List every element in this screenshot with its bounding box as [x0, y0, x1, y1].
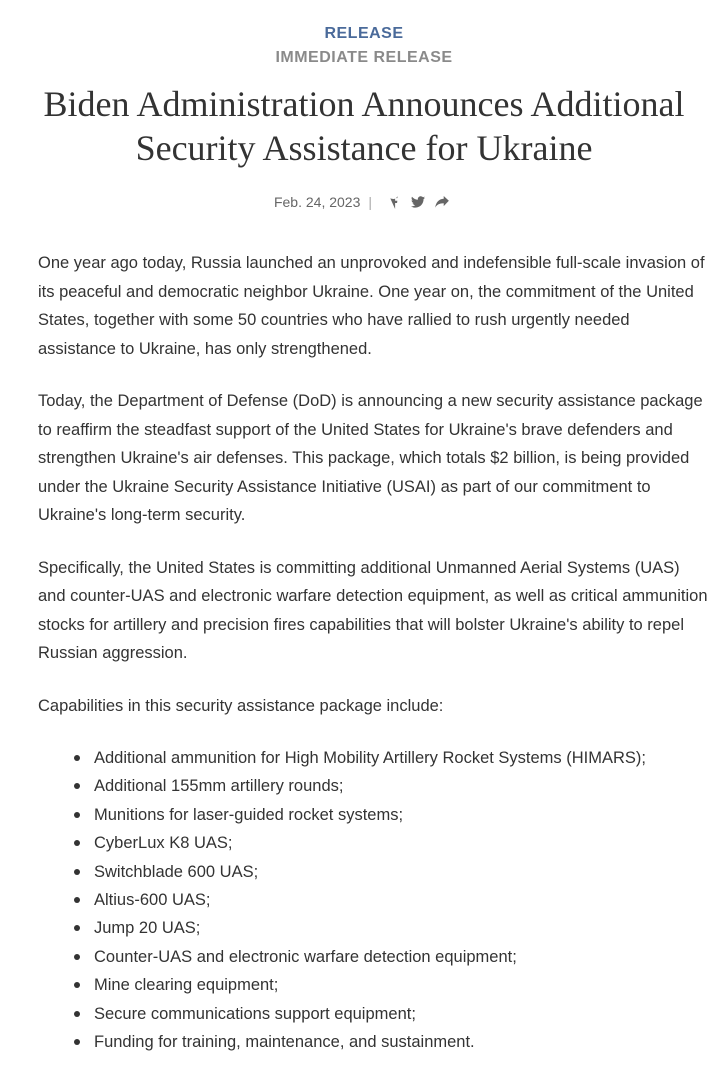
article-meta	[0, 192, 728, 212]
page-title	[20, 82, 708, 170]
release-subcategory-label: IMMEDIATE RELEASE	[275, 49, 453, 66]
paragraph-package: Today, the Department of Defense (DoD) is announcing a new security assistance package to reaffirm the steadfast support of the United States for Ukraine's brave defenders and strengthen Ukraine's air defenses. This package, which totals $2 billion, is being provided under the Ukraine Security Assistance Initiative (USAI) as part of our commitment to Ukraine's long-term security.	[38, 392, 703, 524]
list-item: Jump 20 UAS;	[94, 914, 708, 942]
publish-date: Feb. 24, 2023	[273, 194, 361, 210]
list-item: Altius-600 UAS;	[94, 886, 708, 914]
paragraph-capabilities-intro: Capabilities in this security assistance package include:	[38, 696, 444, 715]
list-item: Counter-UAS and electronic warfare detection equipment;	[94, 943, 708, 971]
title-line-1: Biden Administration Announces Additional	[43, 84, 685, 124]
paragraph-specifics: Specifically, the United States is committing additional Unmanned Aerial Systems (UAS) and counter-UAS and electronic warfare detection equipment, as well as critical ammunition stocks for artillery and precision fires capabilities that will bolster Ukraine's ability to repel Russian aggression.	[38, 558, 708, 662]
twitter-icon[interactable]	[410, 194, 426, 210]
list-item: Munitions for laser-guided rocket systems;	[94, 801, 708, 829]
facebook-icon[interactable]	[386, 194, 402, 210]
title-line-2: Security Assistance for Ukraine	[135, 128, 593, 168]
paragraph-intro: One year ago today, Russia launched an unprovoked and indefensible full-scale invasion of its peaceful and democratic neighbor Ukraine. One year on, the commitment of the United States, together with some 50 countries who have rallied to rush urgently needed assistance to Ukraine, has only strengthened.	[38, 254, 705, 358]
list-item: CyberLux K8 UAS;	[94, 829, 708, 857]
share-icon[interactable]	[434, 194, 450, 210]
list-item: Mine clearing equipment;	[94, 971, 708, 999]
meta-separator: |	[368, 194, 373, 210]
list-item: Secure communications support equipment;	[94, 1000, 708, 1028]
list-item: Additional 155mm artillery rounds;	[94, 772, 708, 800]
list-item: Funding for training, maintenance, and sustainment.	[94, 1028, 708, 1056]
list-item: Additional ammunition for High Mobility Artillery Rocket Systems (HIMARS);	[94, 744, 708, 772]
article-body	[38, 249, 708, 1056]
list-item: Switchblade 600 UAS;	[94, 858, 708, 886]
release-category-link[interactable]: RELEASE	[324, 25, 404, 42]
capabilities-list	[38, 744, 708, 1056]
